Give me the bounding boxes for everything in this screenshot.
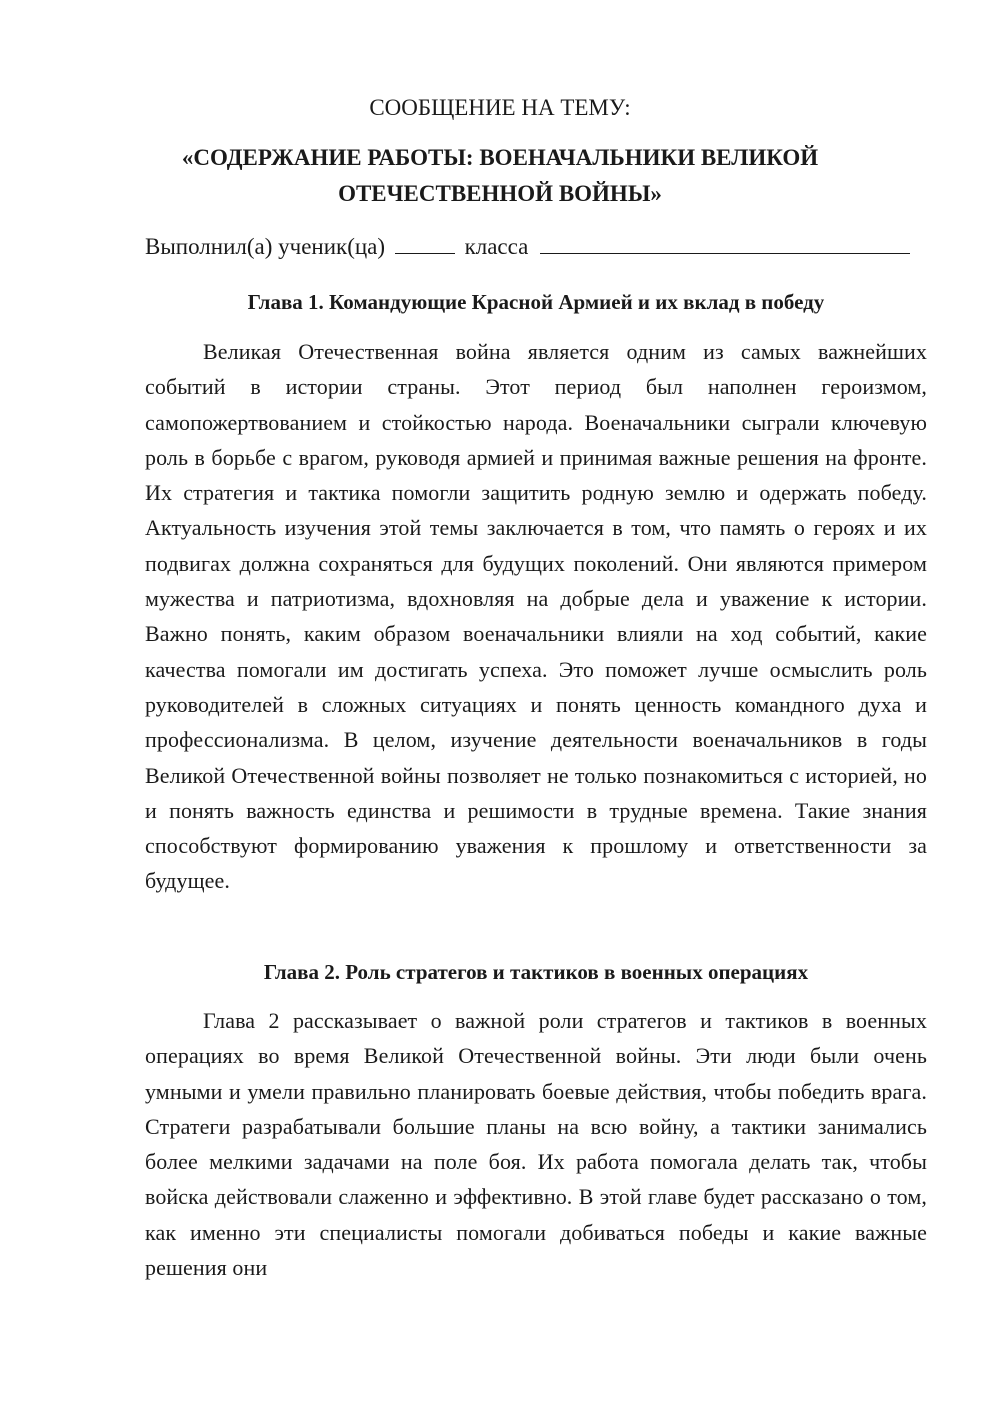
grade-label: класса [464,234,529,259]
document-title: СООБЩЕНИЕ НА ТЕМУ: [369,95,631,120]
chapter-2-body: Глава 2 рассказывает о важной роли стратегов и тактиков в военных операциях во время Великой Отечественной войны. Эти люди были очень умными и умели правильно планировать боевые действия, чтобы победить врага. Стратеги разрабатывали большие планы на всю войну, а тактики занимались более мелкими задачами на поле боя. Их работа помогала делать так, чтобы войска действовали слаженно и эффективно. В этой главе будет рассказано о том, как именно эти специалисты помогали добиваться победы и какие важные решения они [145,1008,927,1281]
chapter-1-heading: Глава 1. Командующие Красной Армией и их вклад в победу [247,290,825,314]
grade-blank-line [395,229,455,254]
name-blank-line [540,229,910,254]
chapter-1-body: Великая Отечественная война является одним из самых важнейших событий в истории страны. Этот период был наполнен героизмом, самопожертвованием и стойкостью народа. Военачальники сыграли ключевую роль в борьбе с врагом, руководя армией и принимая важные решения на фронте. Их стратегия и тактика помогли защитить родную землю и одержать победу. Актуальность изучения этой темы заключается в том, что память о героях и их подвигах должна сохраняться для будущих поколений. Они являются примером мужества и патриотизма, вдохновляя на добрые дела и уважение к истории. Важно понять, каким образом военачальники влияли на ход событий, какие качества помогали им достигать успеха. Это поможет лучше осмыслить роль руководителей в сложных ситуациях и понять ценность командного духа и профессионализма. В целом, изучение деятельности военачальников в годы Великой Отечественной войны позволяет не только познакомиться с историей, но и понять важность единства и решимости в трудные времена. Такие знания способствуют формированию уважения к прошлому и ответственности за будущее. [145,339,927,894]
author-line [145,229,910,263]
author-prefix: Выполнил(а) ученик(ца) [145,234,386,259]
document-subtitle: «СОДЕРЖАНИЕ РАБОТЫ: ВОЕНАЧАЛЬНИКИ ВЕЛИКОЙ ОТЕЧЕСТВЕННОЙ ВОЙНЫ» [181,145,819,206]
chapter-2-heading: Глава 2. Роль стратегов и тактиков в военных операциях [263,960,809,984]
